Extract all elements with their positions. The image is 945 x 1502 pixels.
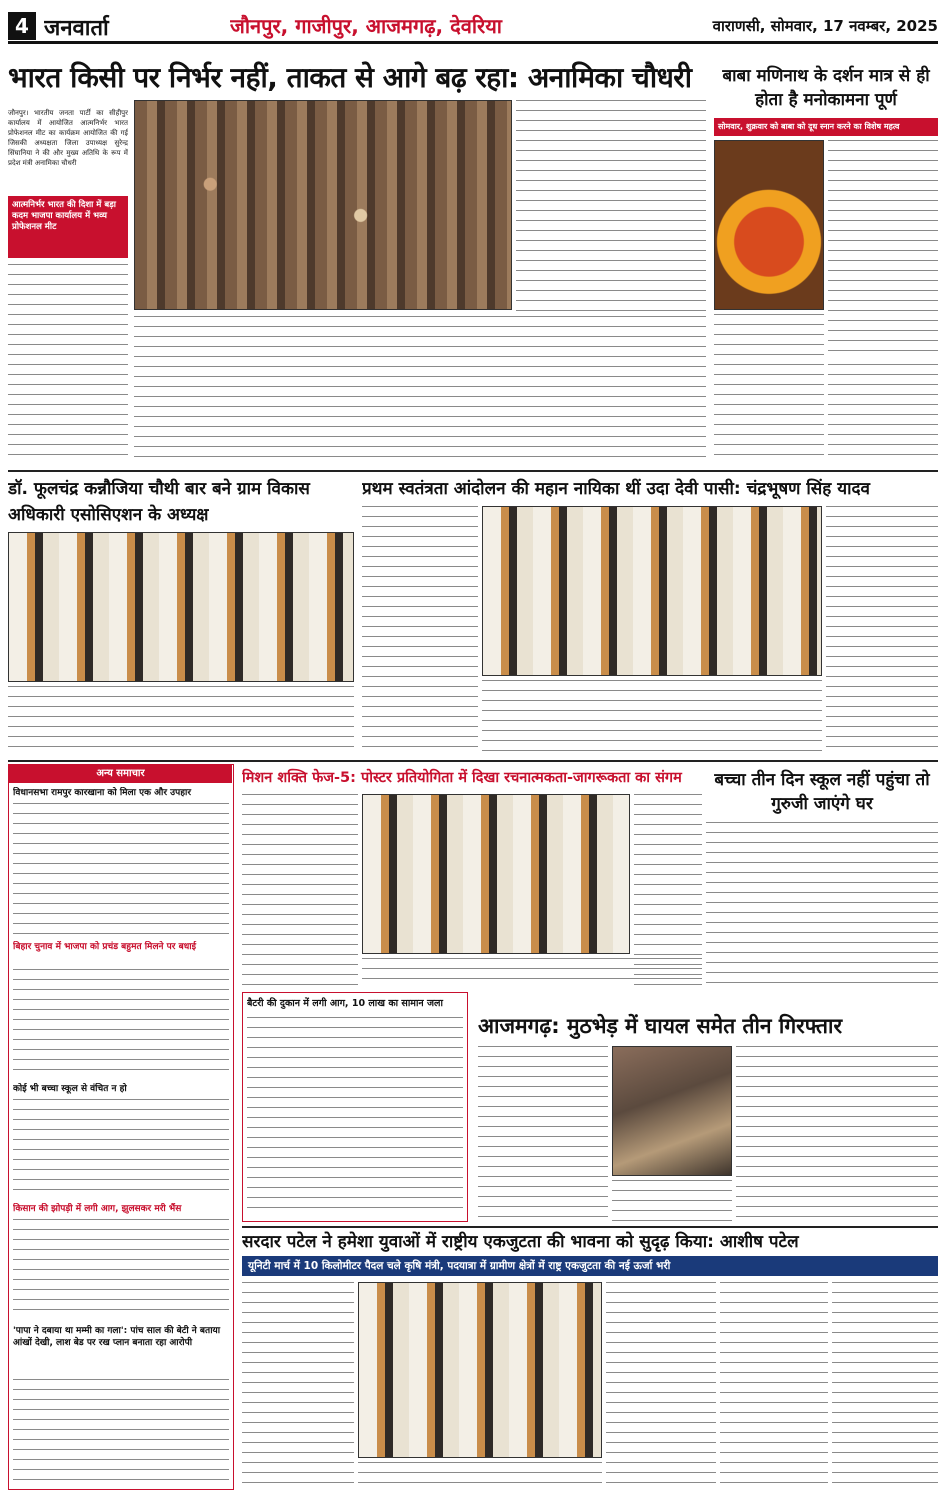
news-item-title: किसान की झोपड़ी में लगी आग, झुलसकर मरी भैंस [13, 1204, 182, 1214]
patel-body-3 [720, 1282, 828, 1490]
divider-3 [242, 1226, 938, 1228]
uda-headline: प्रथम स्वतंत्रता आंदोलन की महान नायिका थीं उदा देवी पासी: चंद्रभूषण सिंह यादव [362, 479, 870, 499]
divider [8, 470, 938, 472]
phool-headline: डॉ. फूलचंद्र कन्नौजिया चौथी बार बने ग्राम विकास अधिकारी एसोसिएशन के अध्यक्ष [8, 479, 310, 525]
uda-body-left [362, 506, 478, 756]
school-body [706, 822, 938, 986]
lead-body-cols [134, 316, 706, 466]
masthead [8, 8, 938, 44]
patel-photo [358, 1282, 602, 1458]
azamgarh-body-left [478, 1046, 608, 1222]
region-title: जौनपुर, गाजीपुर, आजमगढ़, देवरिया [230, 14, 502, 38]
baba-headline: बाबा मणिनाथ के दर्शन मात्र से ही होता है मनोकामना पूर्ण [722, 66, 930, 110]
battery-box [242, 992, 468, 1222]
phool-body [8, 686, 354, 756]
mission-photo [362, 794, 630, 954]
uda-body-right [826, 506, 938, 756]
patel-strap: यूनिटी मार्च में 10 किलोमीटर पैदल चले कृषि मंत्री, पदयात्रा में ग्रामीण क्षेत्रों में राष्ट्र एकजुटता की नई ऊर्जा भरी [242, 1256, 938, 1276]
uda-body-mid [482, 680, 822, 756]
divider-2 [8, 760, 938, 762]
lead-body-right [516, 100, 706, 312]
baba-photo [714, 140, 824, 310]
lead-body-text [8, 264, 128, 464]
battery-body [247, 1017, 463, 1217]
phool-photo [8, 532, 354, 682]
patel-headline: सरदार पटेल ने हमेशा युवाओं में राष्ट्रीय एकजुटता की भावना को सुदृढ़ किया: आशीष पटेल [242, 1232, 799, 1252]
baba-body [828, 140, 938, 360]
page-number: 4 [8, 12, 36, 40]
school-headline: बच्चा तीन दिन स्कूल नहीं पहुंचा तो गुरुजी जाएंगे घर [714, 770, 930, 814]
news-item-title: विधानसभा रामपुर कारखाना को मिला एक और उपहार [13, 788, 192, 798]
lead-photo [134, 100, 512, 310]
azamgarh-body-mid [612, 1180, 732, 1222]
lead-intro: जौनपुर। भारतीय जनता पार्टी का सीहीपुर कार्यालय में आयोजित आत्मनिर्भर भारत प्रोफेशनल मीट का कार्यक्रम आयोजित की गई जिसकी अध्यक्षता जिला उपाध्यक्ष सुरेन्द्र सिंघानिया ने की और मुख्य अतिथि के रूप में प्रदेश मंत्री अनामिका चौधरी [8, 109, 128, 167]
mission-body-left [242, 794, 358, 986]
patel-body-1 [242, 1282, 354, 1490]
dateline: वाराणसी, सोमवार, 17 नवम्बर, 2025 [712, 17, 938, 35]
news-item-body [13, 803, 229, 937]
news-item-body [13, 969, 229, 1079]
lead-callout: आत्मनिर्भर भारत की दिशा में बड़ा कदम भाजपा कार्यालय में भव्य प्रोफेशनल मीट [8, 196, 128, 258]
azamgarh-photo [612, 1046, 732, 1176]
paper-name: जनवार्ता [44, 16, 109, 41]
baba-body-2 [714, 314, 824, 464]
baba-body-3 [828, 364, 938, 464]
patel-body-4 [832, 1282, 938, 1490]
news-item-body [13, 1099, 229, 1199]
baba-subhead: सोमवार, शुक्रवार को बाबा को दूध स्नान करने का विशेष महत्व [714, 118, 938, 136]
azamgarh-body-right [736, 1046, 938, 1222]
mission-headline: मिशन शक्ति फेज-5: पोस्टर प्रतियोगिता में दिखा रचनात्मकता-जागरूकता का संगम [242, 770, 682, 786]
other-news-box [8, 764, 234, 1490]
news-item-title: बिहार चुनाव में भाजपा को प्रचंड बहुमत मिलने पर बधाई [13, 942, 197, 952]
mission-body-bottom [362, 958, 702, 986]
news-item-title: कोई भी बच्चा स्कूल से वंचित न हो [13, 1084, 127, 1094]
news-item-title: 'पापा ने दबाया था मम्मी का गला': पांच साल की बेटी ने बताया आंखों देखी, लाश बेड पर रख प्लान बनाता रहा आरोपी [13, 1326, 221, 1348]
azamgarh-headline: आजमगढ़: मुठभेड़ में घायल समेत तीन गिरफ्तार [478, 1014, 843, 1038]
patel-body-2 [606, 1282, 716, 1490]
battery-headline: बैटरी की दुकान में लगी आग, 10 लाख का सामान जला [247, 998, 443, 1009]
news-item-body [13, 1379, 229, 1485]
news-item-body [13, 1219, 229, 1319]
patel-body-photo [358, 1462, 602, 1490]
uda-photo [482, 506, 822, 676]
other-news-label: अन्य समाचार [9, 765, 232, 783]
lead-headline: भारत किसी पर निर्भर नहीं, ताकत से आगे बढ़ रहा: अनामिका चौधरी [8, 61, 692, 94]
